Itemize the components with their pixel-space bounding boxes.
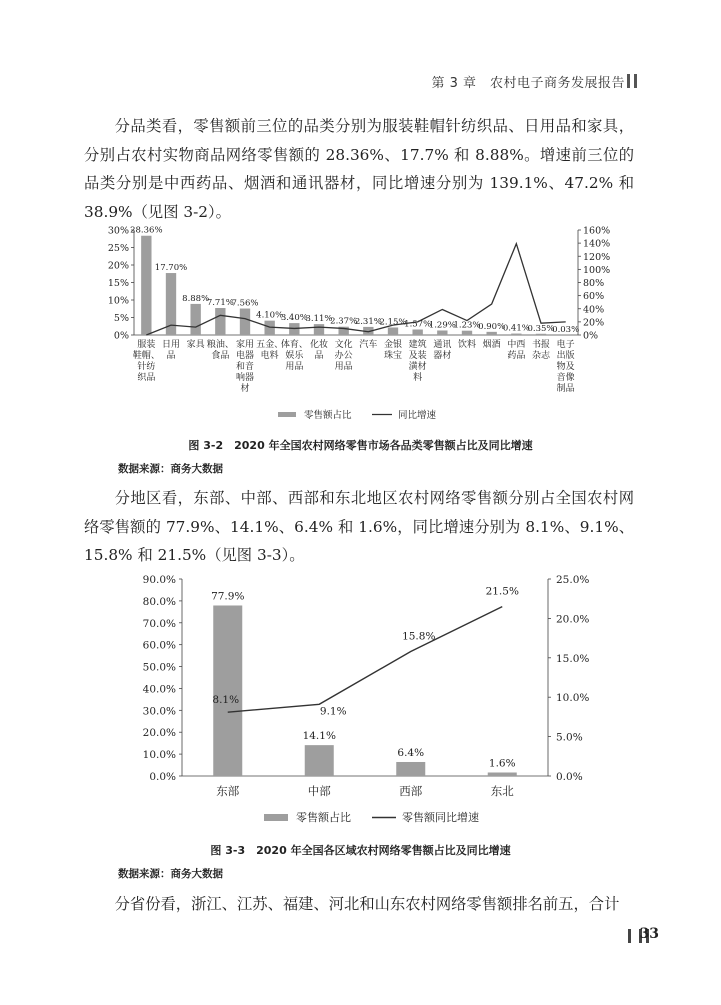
page-number-left-bar	[628, 929, 631, 943]
growth-value-label: 9.1%	[319, 705, 347, 718]
left-tick-label: 50.0%	[142, 661, 176, 674]
bar-value-label: 28.36%	[130, 225, 163, 236]
figure-3-2-caption: 图 3-2 2020 年全国农村网络零售市场各品类零售额占比及同比增速	[188, 439, 533, 452]
bar-value-label: 4.10%	[256, 310, 284, 321]
bar	[488, 772, 517, 776]
x-tick-label: 电子出版物及音像制品	[556, 340, 575, 394]
bar	[215, 308, 225, 335]
running-header	[0, 60, 721, 100]
header-bars-decoration	[627, 74, 637, 88]
figure-3-3-source: 数据来源：商务大数据	[118, 868, 223, 880]
x-tick-label: 日用品	[161, 340, 181, 361]
legend-line-label: 零售额同比增速	[402, 811, 479, 824]
growth-value-label: 8.1%	[212, 694, 240, 707]
x-tick-label: 家用电器和音响器材	[235, 340, 255, 394]
bar-value-label: 3.11%	[305, 314, 333, 325]
left-tick-label: 15%	[107, 278, 129, 289]
right-tick-label: 20%	[583, 317, 605, 329]
right-tick-label: 40%	[583, 304, 605, 316]
right-tick-label: 20.0%	[556, 613, 590, 626]
bar-value-label: 1.6%	[488, 757, 516, 770]
figure-3-3-caption: 图 3-3 2020 年全国各区域农村网络零售额占比及同比增速	[210, 844, 511, 857]
x-tick-label: 西部	[399, 784, 423, 798]
region-chart	[130, 568, 600, 828]
x-tick-label: 中西药品	[507, 340, 526, 361]
x-tick-label: 东部	[216, 784, 240, 798]
x-tick-label: 烟酒	[482, 340, 501, 350]
bar-value-label: 0.03%	[552, 324, 580, 335]
bar-value-label: 7.71%	[206, 298, 234, 309]
bar-value-label: 2.15%	[379, 317, 407, 328]
bar	[437, 330, 447, 335]
bar-value-label: 0.35%	[527, 323, 555, 334]
bar	[240, 309, 250, 335]
bar	[190, 304, 200, 335]
paragraph-category: 分品类看，零售额前三位的品类分别为服装鞋帽针纺织品、日用品和家具，分别占农村实物商品网络零售额的 28.36%、17.7% 和 8.88%。增速前三位的品类分别是中西药品、烟酒和通讯器材，同比增速分别为 139.1%、47.2% 和 38.9%（见图 3-2）。	[84, 117, 634, 221]
bar-value-label: 14.1%	[302, 730, 336, 743]
x-tick-label: 通讯器材	[433, 340, 452, 361]
legend-bar-label: 零售额占比	[304, 410, 352, 421]
bar-value-label: 1.23%	[453, 320, 481, 331]
paragraph-province: 分省份看，浙江、江苏、福建、河北和山东农村网络零售额排名前五，合计	[114, 895, 620, 913]
right-tick-label: 100%	[583, 264, 611, 276]
bar	[305, 745, 334, 776]
bar	[388, 327, 398, 335]
right-tick-label: 0%	[583, 330, 599, 342]
x-tick-label: 金银珠宝	[383, 340, 403, 361]
right-tick-label: 10.0%	[556, 692, 590, 705]
left-tick-label: 10.0%	[142, 749, 176, 762]
bar-value-label: 2.31%	[354, 316, 382, 327]
legend-bar-swatch	[264, 814, 288, 821]
left-tick-label: 80.0%	[142, 595, 176, 608]
growth-value-label: 15.8%	[402, 630, 436, 643]
x-tick-label: 书报杂志	[531, 340, 551, 361]
x-tick-label: 中部	[307, 784, 331, 798]
right-tick-label: 5.0%	[556, 731, 583, 744]
right-tick-label: 0.0%	[556, 771, 583, 783]
right-tick-label: 25.0%	[556, 574, 590, 586]
legend-bar-label: 零售额占比	[296, 811, 351, 824]
x-tick-label: 五金、电料	[256, 340, 284, 361]
category-chart	[100, 222, 620, 432]
left-tick-label: 25%	[107, 243, 129, 254]
bar-value-label: 77.9%	[211, 590, 245, 603]
left-tick-label: 60.0%	[142, 639, 176, 652]
left-tick-label: 30%	[107, 225, 129, 237]
bar-value-label: 0.90%	[478, 321, 506, 332]
bar	[213, 605, 242, 776]
right-tick-label: 140%	[583, 238, 611, 250]
x-tick-label: 服装鞋帽、针纺织品	[132, 340, 160, 383]
right-tick-label: 80%	[583, 278, 605, 289]
x-tick-label: 汽车	[359, 340, 378, 350]
x-tick-label: 体育、娱乐用品	[280, 340, 308, 372]
paragraph-region: 分地区看，东部、中部、西部和东北地区农村网络零售额分别占全国农村网络零售额的 77.9%、14.1%、6.4% 和 1.6%，同比增速分别为 8.1%、9.1%、15.8% 和 21.5%（见图 3-3）。	[84, 489, 634, 564]
figure-3-2-source: 数据来源：商务大数据	[118, 463, 223, 475]
left-tick-label: 30.0%	[142, 705, 176, 718]
bar-value-label: 8.88%	[182, 293, 210, 304]
bar	[412, 330, 422, 335]
page-number: 33	[639, 926, 659, 942]
right-tick-label: 60%	[583, 291, 605, 303]
growth-line	[228, 607, 503, 713]
left-tick-label: 40.0%	[142, 683, 176, 696]
x-tick-label: 饮料	[457, 340, 477, 350]
x-tick-label: 粮油、食品	[206, 340, 234, 361]
left-tick-label: 20.0%	[142, 727, 176, 740]
bar-value-label: 7.56%	[231, 298, 259, 309]
left-tick-label: 90.0%	[142, 574, 176, 586]
bar-value-label: 6.4%	[397, 746, 425, 759]
bar-value-label: 2.37%	[330, 316, 358, 327]
x-tick-label: 文化办公用品	[334, 340, 353, 372]
bar	[536, 334, 546, 335]
bar-value-label: 17.70%	[154, 263, 188, 274]
bar	[141, 236, 151, 335]
legend-line-label: 同比增速	[398, 410, 437, 421]
bar	[396, 762, 425, 776]
right-tick-label: 160%	[583, 225, 611, 237]
bar	[486, 332, 496, 335]
x-tick-label: 东北	[490, 784, 514, 798]
legend-bar-swatch	[278, 412, 296, 417]
growth-value-label: 21.5%	[485, 585, 519, 598]
bar	[462, 331, 472, 335]
left-tick-label: 70.0%	[142, 617, 176, 630]
left-tick-label: 5%	[113, 313, 129, 324]
x-tick-label: 化妆品	[309, 340, 329, 361]
bar-value-label: 1.57%	[404, 319, 432, 330]
bar-value-label: 0.41%	[502, 323, 530, 334]
left-tick-label: 0%	[113, 330, 129, 342]
left-tick-label: 20%	[107, 260, 129, 272]
bar	[314, 324, 324, 335]
x-tick-label: 家具	[186, 340, 205, 350]
chapter-title: 第 3 章 农村电子商务发展报告	[431, 76, 625, 91]
right-tick-label: 15.0%	[556, 652, 590, 665]
left-tick-label: 0.0%	[149, 771, 176, 783]
bar	[511, 334, 521, 335]
right-tick-label: 120%	[583, 251, 611, 263]
bar-value-label: 3.40%	[280, 313, 308, 324]
bar-value-label: 1.29%	[428, 320, 456, 331]
left-tick-label: 10%	[107, 295, 129, 307]
x-tick-label: 建筑及装潢材料	[408, 340, 427, 383]
